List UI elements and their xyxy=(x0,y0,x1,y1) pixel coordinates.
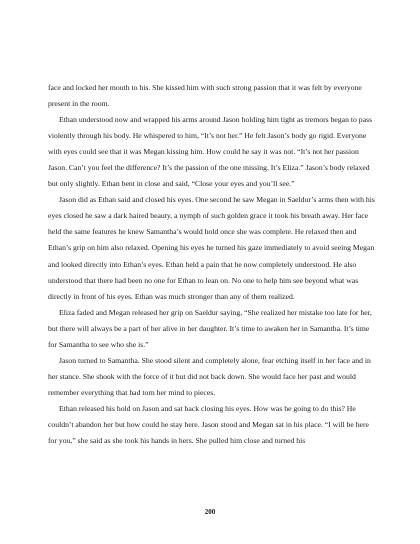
paragraph: face and locked her mouth to his. She kissed him with such strong passion that it was felt by everyone present in the room. xyxy=(48,83,362,109)
paragraph: Ethan understood now and wrapped his arms around Jason holding him tight as tremors began to pass violently through his body. He whispered to him, “It’s not her.” He felt Jason’s body go rigid. Everyone with eyes could see that it was Megan kissing him. How could he say it was not. “It’s not her passion Jason. Can’t you feel the difference? It’s the passion of the one missing. It’s Eliza.” Jason’s body relaxed but only slightly. Ethan bent in close and said, “Close your eyes and you’ll see.” xyxy=(48,115,372,189)
paragraph: Jason did as Ethan said and closed his eyes. One second he saw Megan in Saeldur’s arms then with his eyes closed he saw a dark haired beauty, a nymph of such golden grace it took his breath away. Her face held the same features he knew Samantha’s would hold once she was complete. He relaxed then and Ethan’s grip on him also relaxed. Opening his eyes he turned his gaze immediately to avoid seeing Megan and looked directly into Ethan’s eyes. Ethan held a pain that he now completely understood. He also understood that there had been no one for Ethan to lean on. No one to help him see beyond what was directly in front of his eyes. Ethan was much stronger than any of them realized. xyxy=(48,195,375,301)
paragraph: Ethan released his hold on Jason and sat back closing his eyes. How was he going to do this? He couldn’t abandon her but how could he stay here. Jason stood and Megan sat in his place. “I will be here for you,” she said as she took his hands in hers. She pulled him close and turned his xyxy=(48,403,369,446)
paragraph: Jason turned to Samantha. She stood silent and completely alone, fear etching itself in her face and in her stance. She shook with the force of it but did not back down. She would face her past and would remember everything that had torn her mind to pieces. xyxy=(48,355,371,397)
body-text xyxy=(48,80,376,449)
page-number: 200 xyxy=(204,508,216,516)
paragraph: Eliza faded and Megan released her grip on Saeldur saying, “She realized her mistake too late for her, but there will always be a part of her alive in her daughter. It’s time to awaken her in Samantha. It’s time for Samantha to see who she is.” xyxy=(48,307,372,349)
